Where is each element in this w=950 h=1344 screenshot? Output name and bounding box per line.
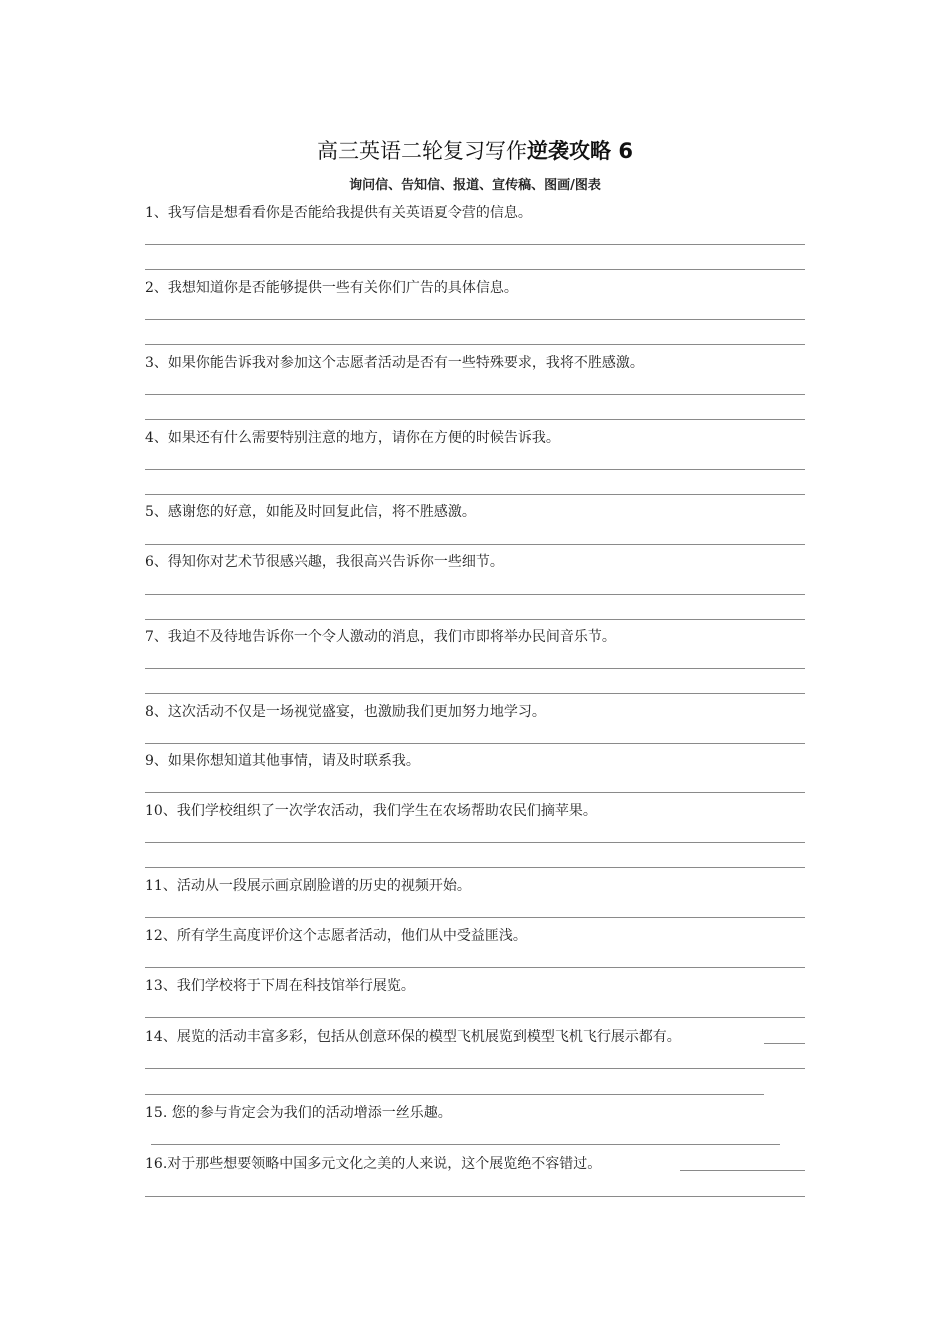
- exercise-item-7: 7、我迫不及待地告诉你一个令人激动的消息，我们市即将举办民间音乐节。: [145, 629, 616, 645]
- exercise-item-11: 11、活动从一段展示画京剧脸谱的历史的视频开始。: [145, 878, 471, 894]
- exercise-item-13: 13、我们学校将于下周在科技馆举行展览。: [145, 978, 415, 994]
- exercise-item-16: 16.对于那些想要领略中国多元文化之美的人来说，这个展览绝不容错过。: [145, 1156, 602, 1172]
- exercise-item-3: 3、如果你能告诉我对参加这个志愿者活动是否有一些特殊要求，我将不胜感激。: [145, 355, 644, 371]
- answer-line: [145, 792, 805, 793]
- answer-line: [145, 842, 805, 843]
- answer-line: [145, 319, 805, 320]
- exercise-item-1: 1、我写信是想看看你是否能给我提供有关英语夏令营的信息。: [145, 205, 532, 221]
- page-subtitle: 询问信、告知信、报道、宣传稿、图画/图表: [349, 178, 601, 193]
- answer-line: [145, 967, 805, 968]
- answer-line: [145, 867, 805, 868]
- answer-line-inline: [680, 1170, 805, 1171]
- exercise-item-12: 12、所有学生高度评价这个志愿者活动，他们从中受益匪浅。: [145, 928, 527, 944]
- answer-line: [145, 693, 805, 694]
- answer-line: [145, 394, 805, 395]
- answer-line: [145, 494, 805, 495]
- exercise-item-14: 14、展览的活动丰富多彩，包括从创意环保的模型飞机展览到模型飞机飞行展示都有。: [145, 1029, 681, 1045]
- answer-line: [145, 917, 805, 918]
- answer-line: [145, 1068, 805, 1069]
- answer-line: [145, 1017, 805, 1018]
- exercise-item-4: 4、如果还有什么需要特别注意的地方，请你在方便的时候告诉我。: [145, 430, 560, 446]
- page-title: [0, 136, 950, 166]
- answer-line-inline: [764, 1043, 805, 1044]
- exercise-item-2: 2、我想知道你是否能够提供一些有关你们广告的具体信息。: [145, 280, 518, 296]
- answer-line: [145, 743, 805, 744]
- answer-line: [151, 1144, 780, 1145]
- exercise-item-5: 5、感谢您的好意，如能及时回复此信，将不胜感激。: [145, 504, 476, 520]
- answer-line: [145, 544, 805, 545]
- answer-line: [145, 668, 805, 669]
- answer-line: [145, 1196, 805, 1197]
- exercise-item-10: 10、我们学校组织了一次学农活动，我们学生在农场帮助农民们摘苹果。: [145, 803, 597, 819]
- answer-line: [145, 419, 805, 420]
- answer-line: [145, 1094, 764, 1095]
- answer-line: [145, 269, 805, 270]
- answer-line: [145, 344, 805, 345]
- page-title-bold: 逆袭攻略 6: [527, 139, 633, 163]
- exercise-item-8: 8、这次活动不仅是一场视觉盛宴，也激励我们更加努力地学习。: [145, 704, 546, 720]
- exercise-item-15: 15. 您的参与肯定会为我们的活动增添一丝乐趣。: [145, 1105, 452, 1121]
- answer-line: [145, 469, 805, 470]
- exercise-item-9: 9、如果你想知道其他事情，请及时联系我。: [145, 753, 420, 769]
- answer-line: [145, 244, 805, 245]
- answer-line: [145, 594, 805, 595]
- page-title-normal: 高三英语二轮复习写作: [317, 139, 528, 163]
- exercise-item-6: 6、得知你对艺术节很感兴趣，我很高兴告诉你一些细节。: [145, 554, 504, 570]
- answer-line: [145, 619, 805, 620]
